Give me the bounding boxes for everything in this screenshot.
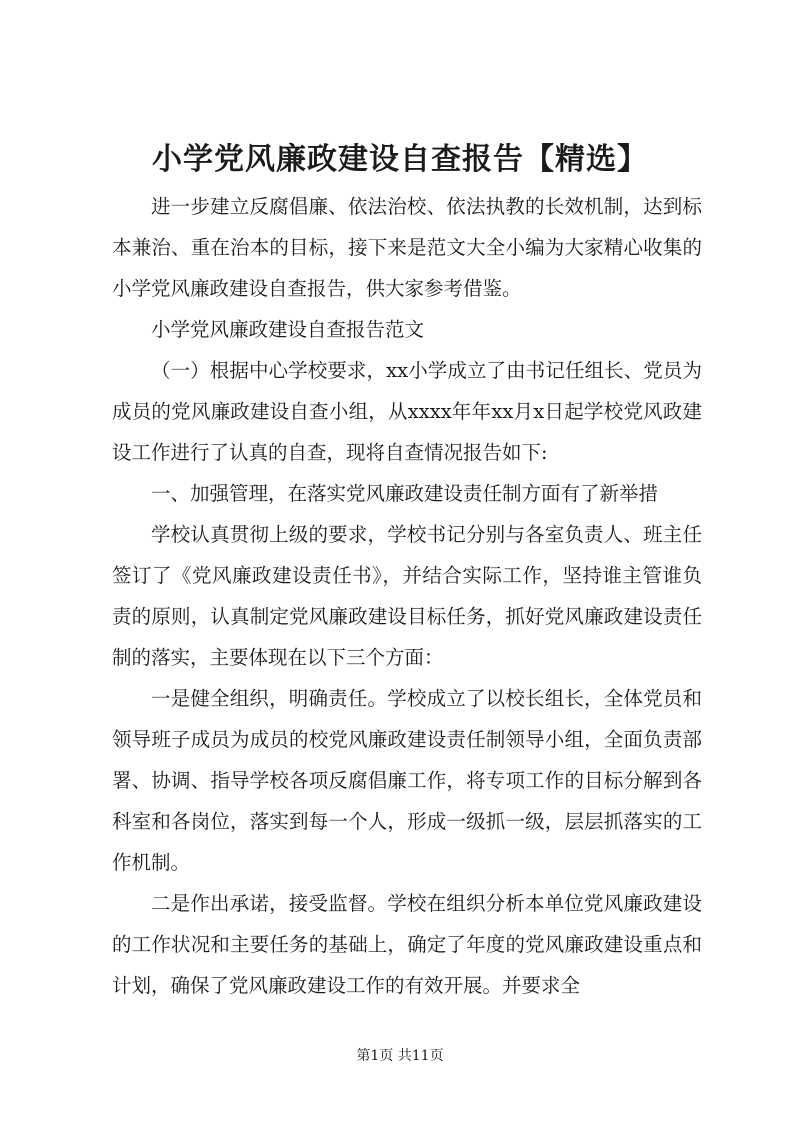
document-title: 小学党风廉政建设自查报告【精选】	[152, 142, 648, 177]
section-heading: 一、加强管理，在落实党风廉政建设责任制方面有了新举措	[151, 482, 659, 505]
page-number-footer: 第1页 共11页	[356, 1048, 444, 1064]
paragraph: 一是健全组织，明确责任。学校成立了以校长组长，全体党员和领导班子成员为成员的校党风廉政建设责任制领导小组，全面负责部署、协调、指导学校各项反腐倡廉工作，将专项工作的目标分解到各科室和各岗位，落实到每一个人，形成一级抓一级，层层抓落实的工作机制。	[112, 687, 702, 874]
paragraph: （一）根据中心学校要求，xx小学成立了由书记任组长、党员为成员的党风廉政建设自查小组，从xxxx年年xx月x日起学校党风政建设工作进行了认真的自查，现将自查情况报告如下:	[112, 359, 702, 464]
paragraph: 二是作出承诺，接受监督。学校在组织分析本单位党风廉政建设的工作状况和主要任务的基础上，确定了年度的党风廉政建设重点和计划，确保了党风廉政建设工作的有效开展。并要求全	[112, 892, 702, 997]
document-body	[112, 186, 702, 1006]
intro-paragraph: 进一步建立反腐倡廉、依法治校、依法执教的长效机制，达到标本兼治、重在治本的目标，接下来是范文大全小编为大家精心收集的小学党风廉政建设自查报告，供大家参考借鉴。	[112, 195, 702, 300]
section-heading: 小学党风廉政建设自查报告范文	[151, 318, 425, 341]
paragraph: 学校认真贯彻上级的要求，学校书记分别与各室负责人、班主任签订了《党风廉政建设责任书》，并结合实际工作，坚持谁主管谁负责的原则，认真制定党风廉政建设目标任务，抓好党风廉政建设责任制的落实，主要体现在以下三个方面：	[112, 523, 702, 669]
